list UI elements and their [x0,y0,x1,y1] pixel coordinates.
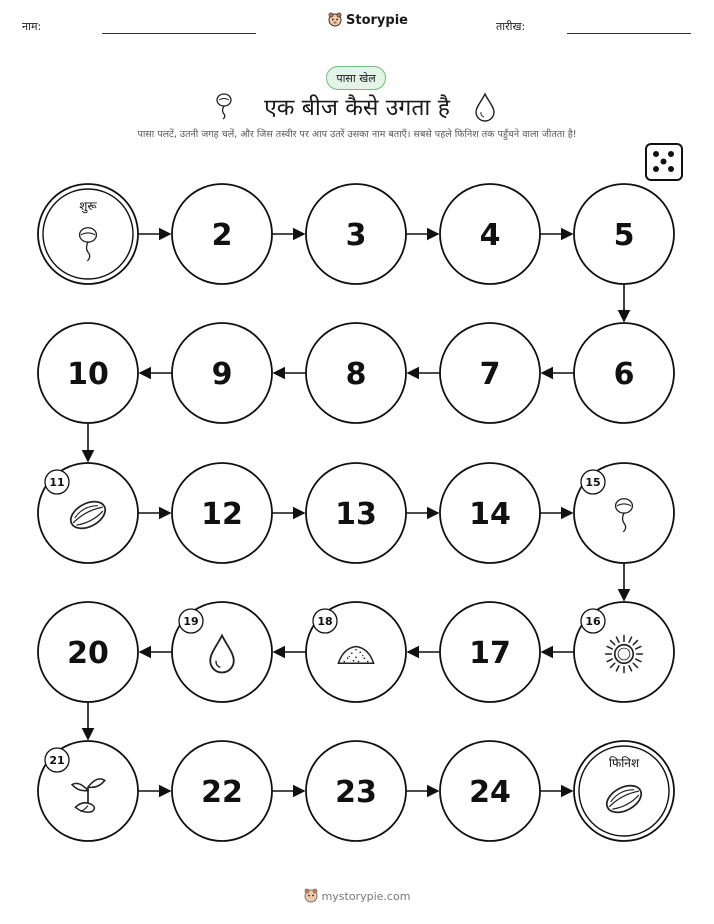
name-label: नाम: [22,20,42,33]
board-space [172,602,272,702]
finish-label: फिनिश [608,756,640,770]
board-space [38,741,138,841]
board-space [38,323,138,423]
space-number: 13 [335,497,377,532]
board-space [574,463,674,563]
storypie-logo-icon [304,888,318,904]
space-number: 14 [469,497,511,532]
board-space [306,741,406,841]
space-number: 22 [201,775,243,810]
space-number: 3 [345,218,367,253]
board-space [306,184,406,284]
board-space [306,602,406,702]
game-type-tag: पासा खेल [326,66,386,90]
space-number: 21 [49,754,65,767]
board-space [440,602,540,702]
board-space [172,741,272,841]
space-number: 17 [469,636,511,671]
board-space [574,323,674,423]
space-number: 8 [345,357,367,392]
board-space [38,602,138,702]
space-number: 12 [201,497,243,532]
page-title: एक बीज कैसे उगता है [264,95,450,121]
finish-space [574,741,674,841]
space-number: 6 [613,357,635,392]
space-number: 11 [49,476,65,489]
board-space [306,323,406,423]
instructions: पासा पलटें, उतनी जगह चलें, और जिस तस्वीर पर आप उतरें उसका नाम बताएँ। सबसे पहले फिनिश तक पहुँचने वाला जीतता है! [137,129,577,140]
brand-name: Storypie [346,12,408,28]
start-space [38,184,138,284]
board-space [38,463,138,563]
space-number: 19 [183,615,199,628]
space-number: 18 [317,615,333,628]
space-number: 23 [335,775,377,810]
footer [0,888,714,904]
space-number: 20 [67,636,109,671]
footer-url: mystorypie.com [321,889,411,903]
board-space [306,463,406,563]
board-space [574,602,674,702]
board-space [574,184,674,284]
space-number: 24 [469,775,511,810]
space-number: 15 [585,476,601,489]
board-space [440,184,540,284]
space-number: 2 [211,218,233,253]
date-label: तारीख: [496,20,526,33]
sun-icon [606,636,643,673]
start-label: शुरू [79,199,97,213]
space-number: 4 [479,218,501,253]
space-number: 16 [585,615,601,628]
space-number: 5 [613,218,635,253]
board-space [172,463,272,563]
board-space [440,323,540,423]
board-space [172,184,272,284]
space-number: 7 [479,357,501,392]
space-number: 9 [211,357,233,392]
board-space [440,463,540,563]
board-space [440,741,540,841]
space-number: 10 [67,357,109,392]
board-space [172,323,272,423]
